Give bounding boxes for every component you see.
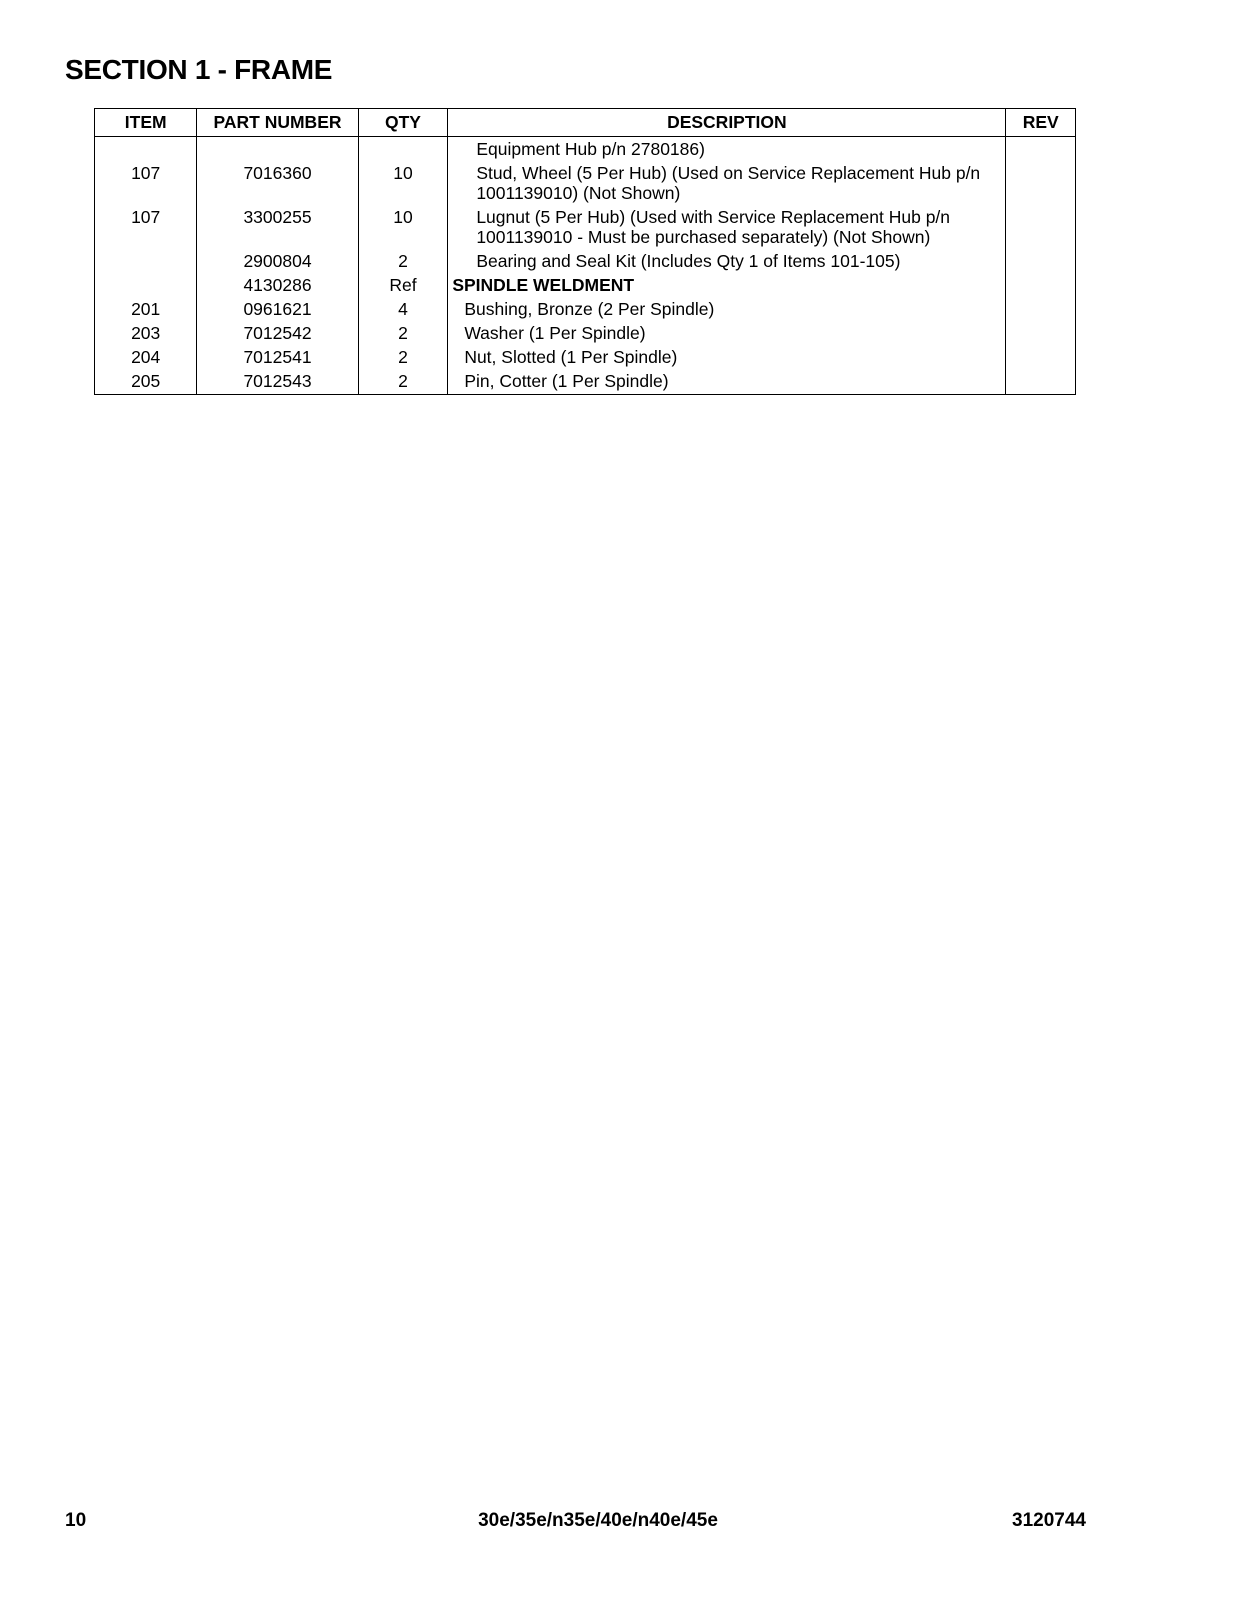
cell-part-number: 7012542 <box>197 321 358 345</box>
table-row <box>95 205 1076 249</box>
cell-qty: 2 <box>358 345 448 369</box>
cell-item <box>95 137 197 162</box>
cell-item: 107 <box>95 161 197 205</box>
cell-part-number: 2900804 <box>197 249 358 273</box>
cell-qty: 2 <box>358 321 448 345</box>
cell-description: SPINDLE WELDMENT <box>448 273 1006 297</box>
table-header-row <box>95 109 1076 137</box>
table-row <box>95 137 1076 162</box>
cell-item <box>95 249 197 273</box>
cell-rev <box>1006 249 1076 273</box>
table-row <box>95 273 1076 297</box>
cell-rev <box>1006 345 1076 369</box>
cell-part-number: 4130286 <box>197 273 358 297</box>
table-row <box>95 369 1076 395</box>
cell-part-number: 7016360 <box>197 161 358 205</box>
model-list: 30e/35e/n35e/40e/n40e/45e <box>478 1510 718 1531</box>
cell-item: 204 <box>95 345 197 369</box>
cell-rev <box>1006 297 1076 321</box>
cell-qty: Ref <box>358 273 448 297</box>
header-qty: QTY <box>358 109 448 137</box>
cell-description: Equipment Hub p/n 2780186) <box>448 137 1006 162</box>
cell-rev <box>1006 273 1076 297</box>
cell-qty: 10 <box>358 205 448 249</box>
cell-description: Lugnut (5 Per Hub) (Used with Service Replacement Hub p/n 1001139010 - Must be purchased separately) (Not Shown) <box>448 205 1006 249</box>
header-item: ITEM <box>95 109 197 137</box>
parts-table <box>94 108 1076 395</box>
cell-qty: 4 <box>358 297 448 321</box>
section-title: SECTION 1 - FRAME <box>65 54 333 85</box>
cell-item: 107 <box>95 205 197 249</box>
cell-description: Stud, Wheel (5 Per Hub) (Used on Service Replacement Hub p/n 1001139010) (Not Shown) <box>448 161 1006 205</box>
cell-part-number: 0961621 <box>197 297 358 321</box>
header-rev: REV <box>1006 109 1076 137</box>
table-row <box>95 249 1076 273</box>
cell-qty <box>358 137 448 162</box>
table-row <box>95 161 1076 205</box>
cell-description: Pin, Cotter (1 Per Spindle) <box>448 369 1006 395</box>
cell-qty: 10 <box>358 161 448 205</box>
cell-part-number: 3300255 <box>197 205 358 249</box>
cell-description: Bushing, Bronze (2 Per Spindle) <box>448 297 1006 321</box>
cell-part-number: 7012543 <box>197 369 358 395</box>
cell-rev <box>1006 205 1076 249</box>
cell-description: Washer (1 Per Spindle) <box>448 321 1006 345</box>
cell-rev <box>1006 321 1076 345</box>
cell-qty: 2 <box>358 369 448 395</box>
cell-rev <box>1006 137 1076 162</box>
table-row <box>95 297 1076 321</box>
cell-item: 205 <box>95 369 197 395</box>
page-number: 10 <box>65 1510 87 1531</box>
cell-item: 203 <box>95 321 197 345</box>
cell-item: 201 <box>95 297 197 321</box>
cell-item <box>95 273 197 297</box>
cell-qty: 2 <box>358 249 448 273</box>
table-row <box>95 345 1076 369</box>
table-row <box>95 321 1076 345</box>
cell-part-number: 7012541 <box>197 345 358 369</box>
header-part-number: PART NUMBER <box>197 109 358 137</box>
cell-description: Bearing and Seal Kit (Includes Qty 1 of Items 101-105) <box>448 249 1006 273</box>
document-number: 3120744 <box>1012 1510 1086 1531</box>
cell-description: Nut, Slotted (1 Per Spindle) <box>448 345 1006 369</box>
cell-part-number <box>197 137 358 162</box>
cell-rev <box>1006 161 1076 205</box>
header-description: DESCRIPTION <box>448 109 1006 137</box>
cell-rev <box>1006 369 1076 395</box>
table-body <box>95 137 1076 395</box>
